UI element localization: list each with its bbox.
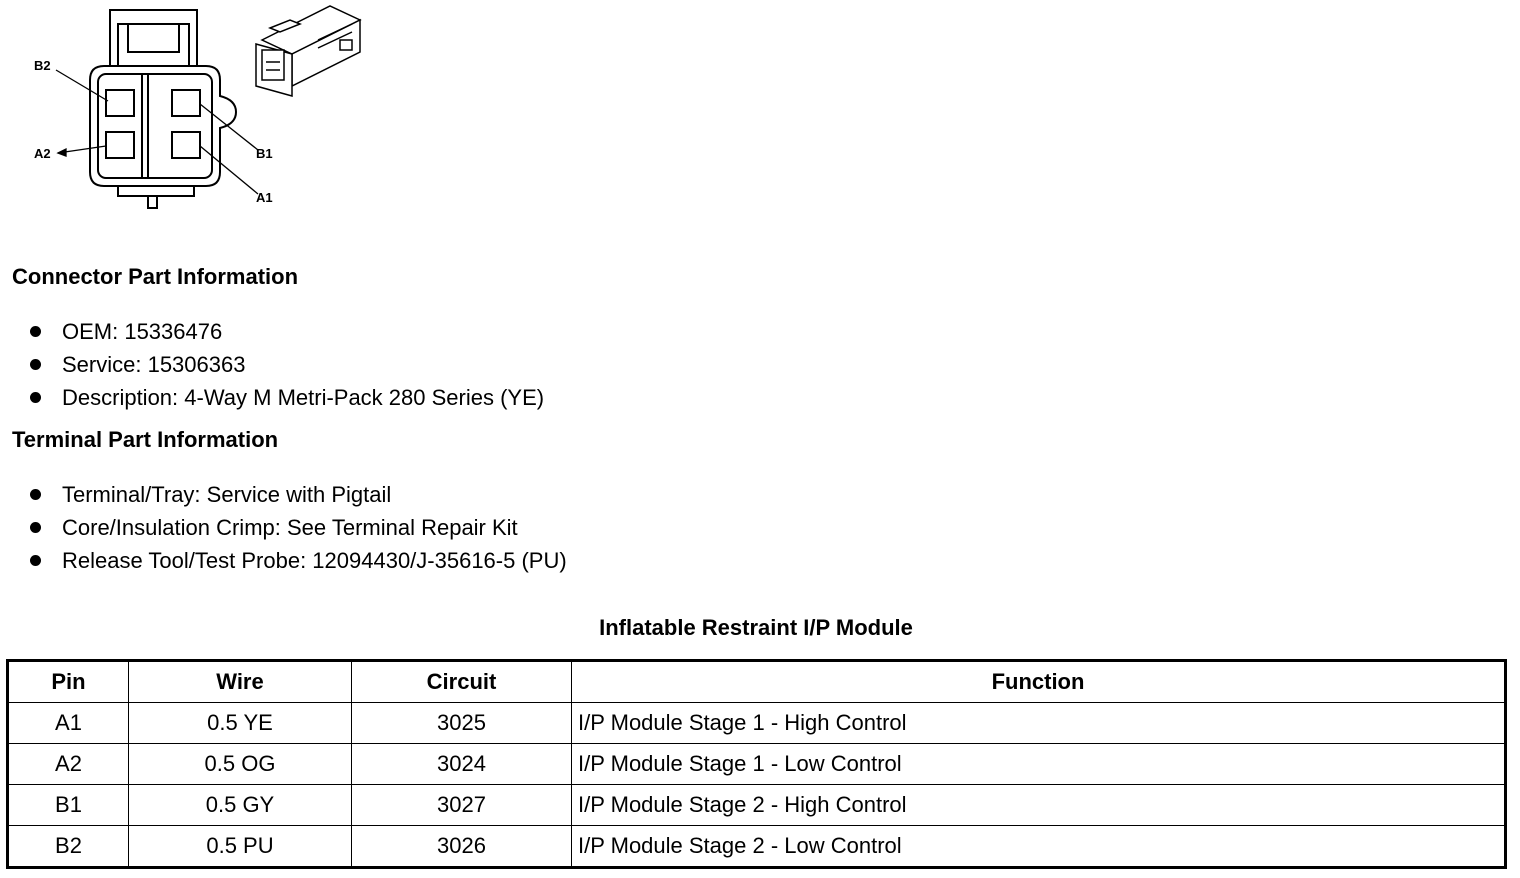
cell-pin: A2 (8, 744, 129, 785)
list-item: Description: 4-Way M Metri-Pack 280 Series (YE) (28, 381, 544, 414)
list-item: Terminal/Tray: Service with Pigtail (28, 478, 567, 511)
table-row (8, 826, 1506, 868)
cell-wire: 0.5 GY (129, 785, 352, 826)
cavity-a1 (172, 132, 200, 158)
table-row (8, 744, 1506, 785)
cell-wire: 0.5 OG (129, 744, 352, 785)
header-function: Function (572, 661, 1506, 703)
label-a2: A2 (34, 146, 51, 161)
terminal-info-list (28, 478, 567, 577)
cell-wire: 0.5 PU (129, 826, 352, 868)
cell-circuit: 3024 (352, 744, 572, 785)
connector-housing (90, 66, 236, 186)
connector-latch (110, 10, 197, 66)
cell-circuit: 3026 (352, 826, 572, 868)
header-circuit: Circuit (352, 661, 572, 703)
table-header-row (8, 661, 1506, 703)
cell-function: I/P Module Stage 1 - High Control (572, 703, 1506, 744)
cell-function: I/P Module Stage 2 - High Control (572, 785, 1506, 826)
connector-diagram (0, 0, 400, 230)
header-wire: Wire (129, 661, 352, 703)
table-row (8, 785, 1506, 826)
cavity-a2 (106, 132, 134, 158)
cell-pin: B1 (8, 785, 129, 826)
cell-circuit: 3025 (352, 703, 572, 744)
cell-pin: A1 (8, 703, 129, 744)
pin-table (6, 659, 1507, 869)
cell-pin: B2 (8, 826, 129, 868)
list-item: OEM: 15336476 (28, 315, 544, 348)
label-b2: B2 (34, 58, 51, 73)
connector-info-heading: Connector Part Information (12, 264, 299, 289)
connector-iso-view (256, 6, 360, 96)
table-title: Inflatable Restraint I/P Module (599, 615, 913, 640)
terminal-info-heading: Terminal Part Information (12, 427, 279, 452)
label-b1: B1 (256, 146, 273, 161)
list-item: Service: 15306363 (28, 348, 544, 381)
label-a1: A1 (256, 190, 273, 205)
list-item: Core/Insulation Crimp: See Terminal Repair Kit (28, 511, 567, 544)
header-pin: Pin (8, 661, 129, 703)
list-item: Release Tool/Test Probe: 12094430/J-35616-5 (PU) (28, 544, 567, 577)
cavity-b2 (106, 90, 134, 116)
cavity-b1 (172, 90, 200, 116)
connector-info-list (28, 315, 544, 414)
cell-wire: 0.5 YE (129, 703, 352, 744)
cell-circuit: 3027 (352, 785, 572, 826)
table-row (8, 703, 1506, 744)
cell-function: I/P Module Stage 2 - Low Control (572, 826, 1506, 868)
cell-function: I/P Module Stage 1 - Low Control (572, 744, 1506, 785)
